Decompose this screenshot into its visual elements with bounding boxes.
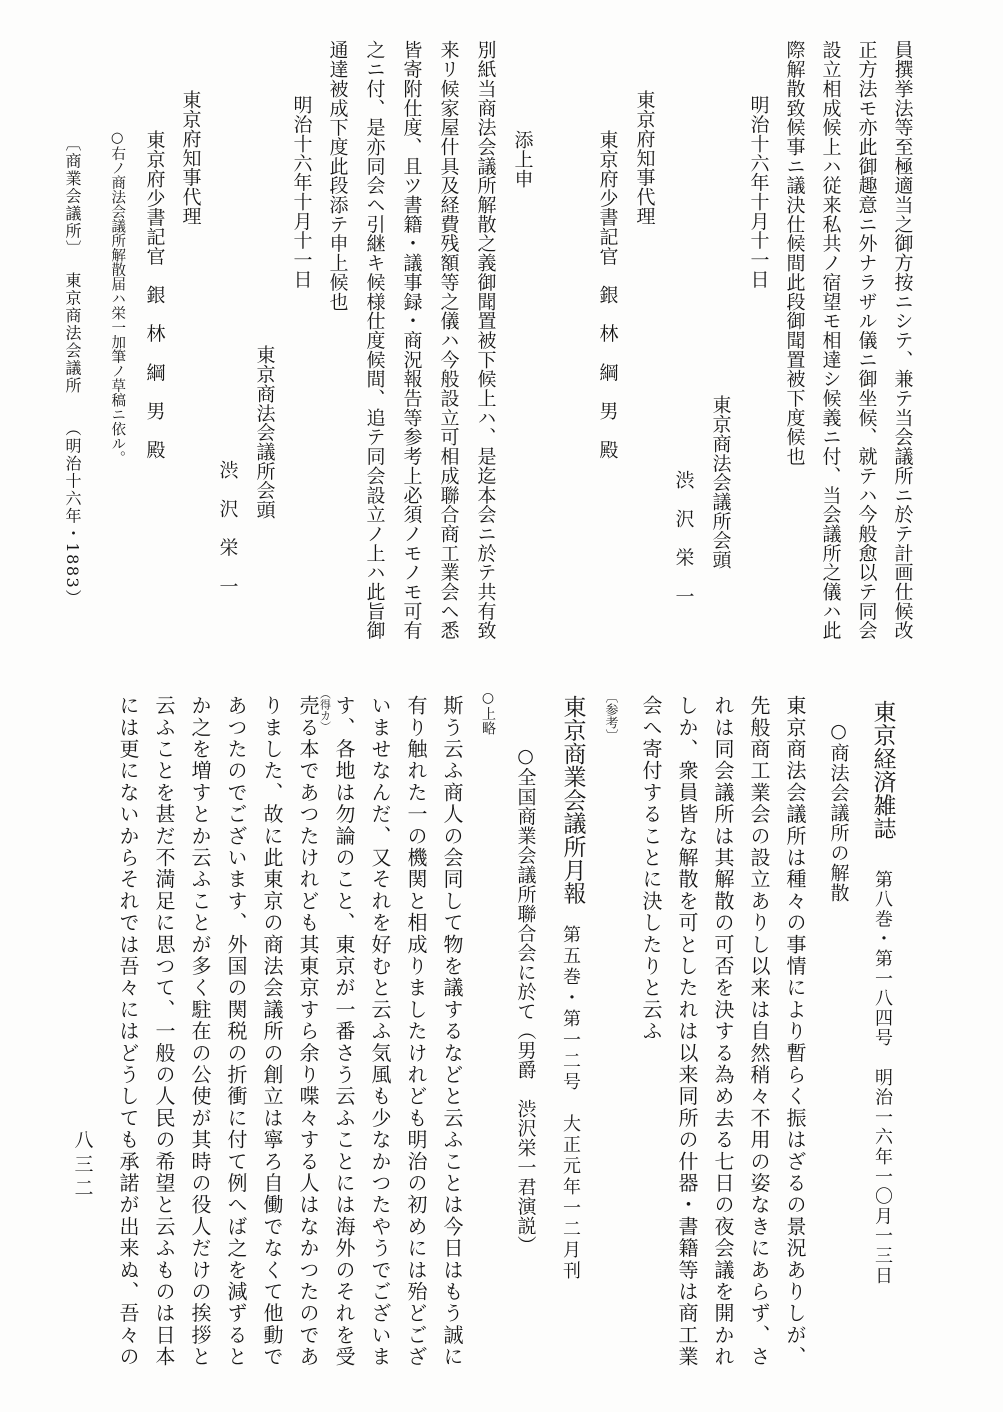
omission-note: ○上略	[480, 690, 496, 736]
editor-note: ○右ノ商法会議所解散届ハ栄一加筆ノ草稿ニ依ル。	[109, 130, 126, 465]
notice-recipient-name: 東京府少書記官 銀 林 綱 男 殿	[596, 130, 619, 459]
notice-body-line: 際解散致候事ニ議決仕候間此段御聞置被下度候也	[783, 40, 806, 466]
footer-category: 〔商業会議所〕	[63, 135, 82, 258]
reference-body-line: には更にないからそれでは吾々にはどうしても承諾が出来ぬ、吾々の	[116, 695, 140, 1368]
reference-body-line: 斯う云ふ商人の会同して物を議するなどと云ふことは今日はもう誠に	[440, 695, 464, 1368]
reference-body-line: か之を増すとか云ふことが多く駐在の公使が其時の役人だけの挨拶と	[188, 695, 212, 1368]
magazine-body-line: 東京商法会議所は種々の事情により暫らく振はざるの景況ありしが、	[783, 695, 807, 1368]
magazine-issue: 第八巻・第一八四号 明治一六年一〇月一三日	[872, 870, 893, 1286]
magazine-body-line: 会へ寄付することに決したりと云ふ	[639, 695, 663, 1043]
notice-date: 明治十六年十月十一日	[747, 95, 770, 289]
reference-body-line: 有り触れた一の機関と相成りましたけれども明治の初めには殆どござ	[404, 695, 428, 1368]
notice-body-line: 員撰挙法等至極適当之御方按ニシテ、兼テ当会議所ニ於テ計画仕候改	[891, 40, 914, 640]
petition-recipient-title: 東京府知事代理	[179, 90, 202, 226]
petition-date: 明治十六年十月十一日	[290, 95, 313, 289]
correction-note: （得カ）	[318, 688, 332, 732]
reference-body-line: いませなんだ、又それを好むと云ふ気風も少なかつたやうでございま	[368, 695, 392, 1368]
magazine-publication: 東京経済雑誌	[869, 700, 896, 840]
magazine-body-line: れは同会議所は其解散の可否を決する為め去る七日の夜会議を開かれ	[711, 695, 735, 1368]
magazine-body-line: しか、衆員皆な解散を可としたれは以来同所の什器・書籍等は商工業	[675, 695, 699, 1368]
reference-publication: 東京商業会議所月報	[559, 695, 586, 905]
petition-body-line: 皆寄附仕度、且ツ書籍・議事録・商況報告等参考上必須ノモノモ可有	[400, 40, 423, 640]
reference-body-line: あつたのでございます、外国の関税の折衝に付て例へば之を減ずると	[224, 695, 248, 1368]
reference-issue: 第五巻・第一二号 大正元年一二月刊	[560, 925, 581, 1282]
page-number: 八三二	[71, 1130, 94, 1202]
reference-body-line: りました、故に此東京の商法会議所の創立は寧ろ自働でなくて他動で	[260, 695, 284, 1368]
magazine-body-line: 先般商工業会の設立ありし以来は自然稍々不用の姿なきにあらず、さ	[747, 695, 771, 1368]
petition-body-line: 通達被成下度此段添テ申上候也	[326, 40, 349, 311]
petition-sender-title: 東京商法会議所会頭	[253, 345, 276, 520]
petition-heading: 添上申	[511, 130, 534, 189]
notice-sender-name: 渋 沢 栄 一	[672, 470, 695, 606]
footer-organization: 東京商法会議所	[63, 272, 82, 395]
reference-label: 〔参考〕	[602, 690, 618, 742]
reference-body-line: す、各地は勿論のこと、東京が一番さう云ふことには海外のそれを受	[332, 695, 356, 1368]
petition-body-line: 之ニ付、是亦同会ヘ引継キ候様仕度候間、追テ同会設立ノ上ハ此旨御	[363, 40, 386, 640]
reference-body-line: 云ふことを甚だ不満足に思つて、一般の人民の希望と云ふものは日本	[152, 695, 176, 1368]
magazine-article-title: ○商法会議所の解散	[827, 720, 850, 903]
notice-sender-title: 東京商法会議所会頭	[709, 395, 732, 570]
petition-body-line: 別紙当商法会議所解散之義御聞置被下候上ハ、是迄本会ニ於テ共有致	[474, 40, 497, 640]
petition-recipient-name: 東京府少書記官 銀 林 綱 男 殿	[143, 130, 166, 459]
petition-sender-name: 渋 沢 栄 一	[216, 460, 239, 596]
petition-body-line: 来リ候家屋什具及経費残額等之儀ハ今般設立可相成聯合商工業会ヘ悉	[437, 40, 460, 640]
notice-body-line: 設立相成候上ハ従来私共ノ宿望モ相達シ候義ニ付、当会議所之儀ハ此	[819, 40, 842, 640]
reference-article-title: ○全国商業会議所聯合会に於て（男爵 渋沢栄一君演説）	[514, 745, 537, 1255]
footer-period: （明治十六年・1883）	[63, 420, 82, 607]
notice-recipient-title: 東京府知事代理	[633, 90, 656, 226]
reference-body-line: 売る本であつたけれども其東京すら余り喋々する人はなかつたのであ	[296, 695, 320, 1368]
notice-body-line: 正方法モ亦此御趣意ニ外ナラザル儀ニ御坐候、就テハ今般愈以テ同会	[855, 40, 878, 640]
